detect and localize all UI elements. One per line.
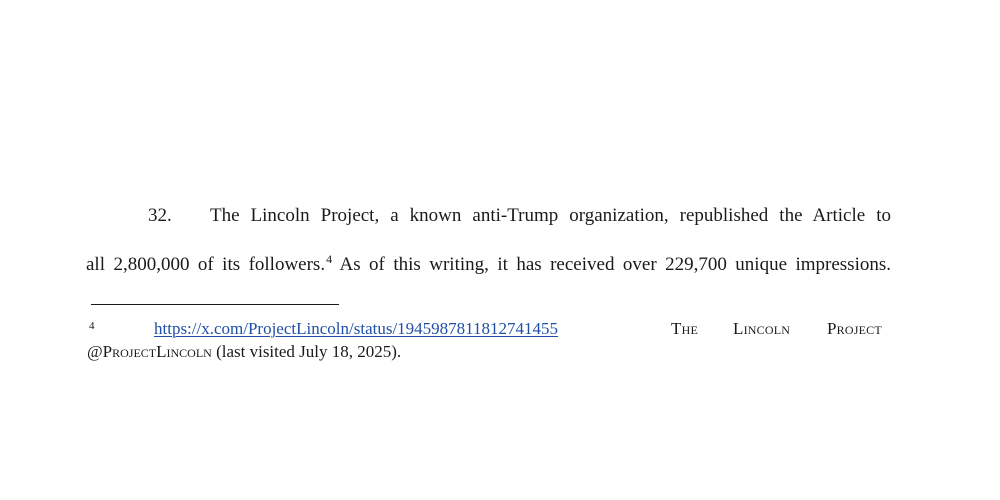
footnote-divider bbox=[91, 304, 339, 305]
footnote-4-line-1 bbox=[87, 318, 900, 340]
paragraph-32-line-2 bbox=[86, 254, 891, 278]
paragraph-text-line-2b: As of this writing, it has received over 229,700 unique impressions. bbox=[332, 254, 891, 275]
footnote-number: 4 bbox=[89, 320, 95, 332]
footnote-reference[interactable]: 4 bbox=[326, 254, 333, 266]
footnote-visited-date: (last visited July 18, 2025). bbox=[211, 342, 402, 361]
footnote-4-line-2 bbox=[87, 341, 401, 362]
paragraph-text-line-2a: all 2,800,000 of its followers. bbox=[86, 254, 326, 275]
footnote-author-word-lincoln: Lincoln bbox=[733, 319, 791, 338]
paragraph-number: 32. bbox=[148, 205, 172, 226]
footnote-author-word-the: The bbox=[671, 319, 698, 338]
footnote-source-link[interactable]: https://x.com/ProjectLincoln/status/1945987811812741455 bbox=[154, 319, 559, 338]
paragraph-text-line-1: The Lincoln Project, a known anti-Trump organization, republished the Article to bbox=[210, 205, 891, 226]
footnote-author-word-project: Project bbox=[827, 319, 882, 338]
footnote-handle: @ProjectLincoln bbox=[87, 342, 212, 361]
